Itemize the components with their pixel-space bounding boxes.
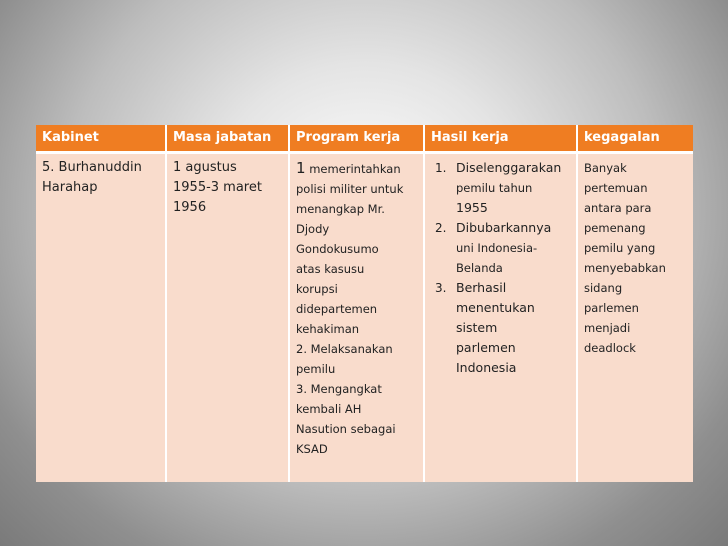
program-kerja-line: Djody bbox=[296, 221, 330, 236]
list-line: parlemen bbox=[456, 339, 516, 355]
program-kerja-line bbox=[296, 158, 417, 179]
list-item bbox=[431, 158, 570, 218]
kabinet-line: Harahap bbox=[42, 179, 98, 195]
table-row bbox=[36, 152, 693, 482]
list-line: Belanda bbox=[456, 260, 503, 275]
list-line: Berhasil bbox=[456, 279, 507, 295]
list-line: uni Indonesia- bbox=[456, 240, 538, 255]
masa-jabatan-line: 1 agustus bbox=[173, 159, 237, 175]
kegagalan-line: pertemuan bbox=[584, 180, 648, 195]
program-kerja-line: 2. Melaksanakan bbox=[296, 341, 393, 356]
list-line: 1955 bbox=[456, 199, 488, 215]
program-kerja-line: didepartemen bbox=[296, 301, 378, 316]
program-kerja-line: atas kasusu bbox=[296, 261, 365, 276]
kegagalan-line: antara para bbox=[584, 200, 652, 215]
cell-masa-jabatan bbox=[166, 152, 289, 482]
kegagalan-line: Banyak bbox=[584, 160, 627, 175]
kegagalan-line: pemilu yang bbox=[584, 240, 656, 255]
kegagalan-line: deadlock bbox=[584, 340, 636, 355]
cell-kegagalan bbox=[577, 152, 693, 482]
kabinet-line: 5. Burhanuddin bbox=[42, 159, 142, 175]
kegagalan-line: menyebabkan bbox=[584, 260, 666, 275]
program-kerja-line: korupsi bbox=[296, 281, 338, 296]
header-program-kerja: Program kerja bbox=[289, 125, 424, 152]
program-kerja-line: kehakiman bbox=[296, 321, 360, 336]
list-number: 2. bbox=[435, 220, 447, 235]
list-line: Dibubarkannya bbox=[456, 219, 552, 235]
program-kerja-line: kembali AH bbox=[296, 401, 362, 416]
program-kerja-line: polisi militer untuk bbox=[296, 181, 404, 196]
program-kerja-line: 3. Mengangkat bbox=[296, 381, 382, 396]
kegagalan-line: menjadi bbox=[584, 320, 631, 335]
program-kerja-line: pemilu bbox=[296, 361, 336, 376]
list-line: sistem bbox=[456, 319, 498, 335]
header-hasil-kerja: Hasil kerja bbox=[424, 125, 577, 152]
program-kerja-line: menangkap Mr. bbox=[296, 201, 385, 216]
hasil-kerja-list bbox=[431, 158, 570, 378]
program-first-text: memerintahkan bbox=[309, 161, 401, 176]
kegagalan-line: parlemen bbox=[584, 300, 639, 315]
kegagalan-line: sidang bbox=[584, 280, 623, 295]
masa-jabatan-line: 1956 bbox=[173, 199, 207, 215]
program-kerja-line: KSAD bbox=[296, 441, 328, 456]
cell-program-kerja bbox=[289, 152, 424, 482]
cabinet-table bbox=[36, 125, 693, 482]
list-line: Indonesia bbox=[456, 359, 517, 375]
header-kegagalan: kegagalan bbox=[577, 125, 693, 152]
header-row bbox=[36, 125, 693, 152]
header-masa-jabatan: Masa jabatan bbox=[166, 125, 289, 152]
program-kerja-line: Nasution sebagai bbox=[296, 421, 396, 436]
list-number: 3. bbox=[435, 280, 447, 295]
list-item bbox=[431, 278, 570, 378]
header-kabinet: Kabinet bbox=[36, 125, 166, 152]
program-kerja-line: Gondokusumo bbox=[296, 241, 379, 256]
list-number: 1. bbox=[435, 160, 447, 175]
cell-kabinet bbox=[36, 152, 166, 482]
masa-jabatan-line: 1955-3 maret bbox=[173, 179, 262, 195]
program-number: 1 bbox=[296, 158, 306, 177]
list-line: pemilu tahun bbox=[456, 180, 533, 195]
cell-hasil-kerja bbox=[424, 152, 577, 482]
list-item bbox=[431, 218, 570, 278]
list-line: menentukan bbox=[456, 299, 535, 315]
kegagalan-line: pemenang bbox=[584, 220, 646, 235]
list-line: Diselenggarakan bbox=[456, 159, 562, 175]
